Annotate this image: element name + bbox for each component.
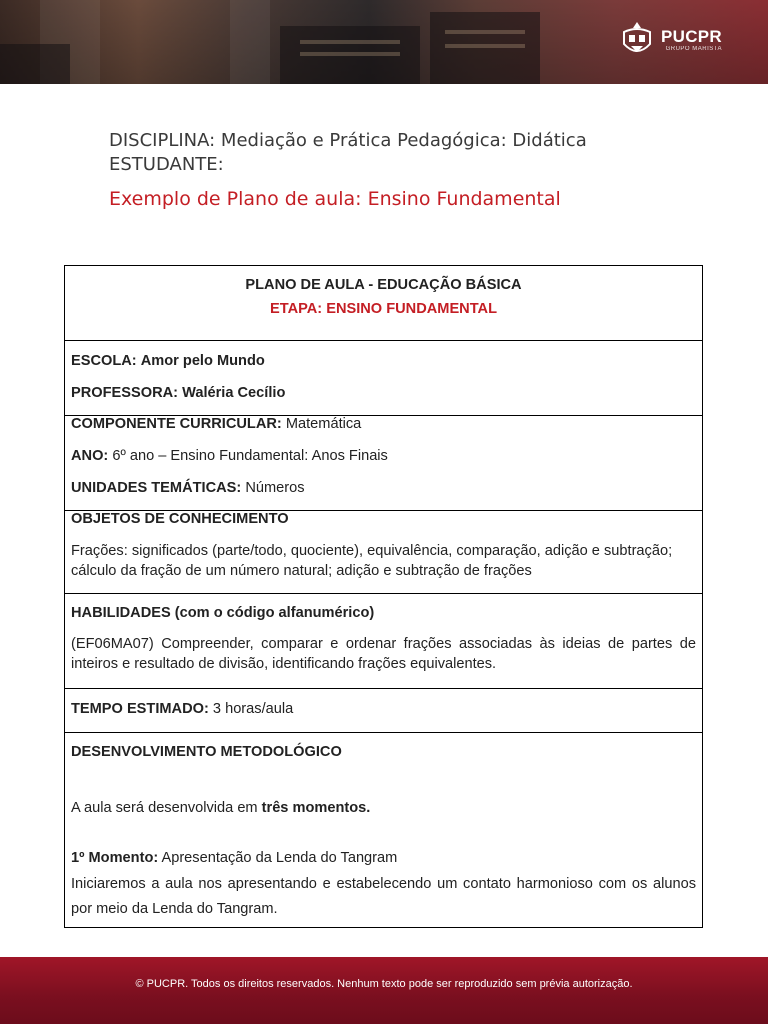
banner-building bbox=[430, 12, 540, 84]
component-label: COMPONENTE CURRICULAR: bbox=[71, 416, 282, 432]
units-value: Números bbox=[245, 480, 305, 496]
brand-name: PUCPR bbox=[660, 27, 722, 46]
header-banner bbox=[0, 0, 768, 84]
plan-title: PLANO DE AULA - EDUCAÇÃO BÁSICA bbox=[245, 277, 522, 293]
skills-text: (EF06MA07) Compreender, comparar e ordenar frações associadas às ideias de partes de inteiros e resultado de divisão, identificando frações equivalentes. bbox=[71, 636, 696, 672]
lesson-plan-table bbox=[64, 265, 703, 928]
component-value: Matemática bbox=[285, 416, 362, 432]
year-value: 6º ano – Ensino Fundamental: Anos Finais bbox=[112, 448, 388, 464]
table-row bbox=[65, 733, 703, 928]
school-value: Amor pelo Mundo bbox=[140, 353, 265, 369]
development-intro bbox=[71, 799, 696, 817]
time-value: 3 horas/aula bbox=[212, 701, 294, 717]
school-line bbox=[71, 345, 696, 377]
development-label: DESENVOLVIMENTO METODOLÓGICO bbox=[71, 744, 342, 760]
moment1-line bbox=[71, 849, 696, 867]
development-intro-text: A aula será desenvolvida em bbox=[71, 800, 258, 816]
banner-decor bbox=[300, 40, 400, 44]
objects-text: Frações: significados (parte/todo, quociente), equivalência, comparação, adição e subtração; cálculo da fração de um número natural; adição e subtração de frações bbox=[71, 543, 673, 579]
moment1-text: Iniciaremos a aula nos apresentando e estabelecendo um contato harmonioso com os alunos por meio da Lenda do Tangram. bbox=[71, 876, 696, 917]
table-row bbox=[65, 341, 703, 416]
banner-decor bbox=[230, 0, 270, 84]
teacher-value: Waléria Cecílio bbox=[182, 385, 286, 401]
table-row bbox=[65, 689, 703, 733]
time-line bbox=[71, 700, 696, 718]
objects-label: OBJETOS DE CONHECIMENTO bbox=[71, 511, 289, 527]
skills-label: HABILIDADES (com o código alfanumérico) bbox=[71, 605, 375, 621]
table-row bbox=[65, 511, 703, 594]
table-row bbox=[65, 416, 703, 511]
banner-decor bbox=[300, 52, 400, 56]
teacher-label: PROFESSORA: bbox=[71, 385, 179, 401]
component-line bbox=[71, 416, 696, 432]
banner-decor bbox=[445, 44, 525, 48]
brand-subtitle: GRUPO MARISTA bbox=[665, 46, 722, 52]
moment1-value: Apresentação da Lenda do Tangram bbox=[161, 850, 398, 866]
school-label: ESCOLA: bbox=[71, 353, 137, 369]
time-label: TEMPO ESTIMADO: bbox=[71, 701, 209, 717]
copyright-text: © PUCPR. Todos os direitos reservados. Nenhum texto pode ser reproduzido sem prévia autorização. bbox=[135, 978, 633, 990]
banner-building bbox=[0, 44, 70, 84]
year-label: ANO: bbox=[71, 448, 109, 464]
pucpr-logo bbox=[619, 20, 722, 60]
student-line: ESTUDANTE: bbox=[109, 154, 224, 175]
document-heading bbox=[109, 129, 587, 177]
units-label: UNIDADES TEMÁTICAS: bbox=[71, 480, 242, 496]
teacher-line bbox=[71, 377, 696, 409]
plan-stage: ETAPA: ENSINO FUNDAMENTAL bbox=[270, 301, 497, 317]
development-intro-bold: três momentos. bbox=[261, 800, 371, 816]
year-line bbox=[71, 440, 696, 472]
table-row bbox=[65, 266, 703, 341]
units-line bbox=[71, 472, 696, 504]
crest-icon bbox=[619, 20, 655, 60]
document-subtitle: Exemplo de Plano de aula: Ensino Fundamental bbox=[109, 188, 561, 210]
moment1-label: 1º Momento: bbox=[71, 850, 159, 866]
footer bbox=[0, 957, 768, 1024]
table-row bbox=[65, 594, 703, 689]
banner-decor bbox=[445, 30, 525, 34]
discipline-line: DISCIPLINA: Mediação e Prática Pedagógica: Didática bbox=[109, 130, 587, 151]
